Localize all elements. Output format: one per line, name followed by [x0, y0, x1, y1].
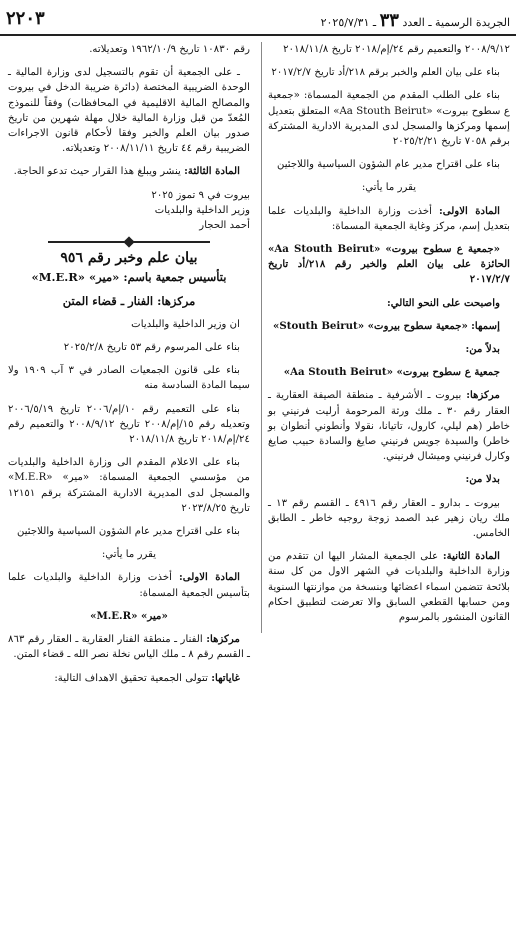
headquarters	[268, 388, 510, 464]
paragraph: بناء على اقتراح مدير عام الشؤون السياسية واللاجئين	[276, 159, 500, 171]
decision-heading: يقرر ما يأتي:	[101, 549, 157, 561]
notice-title: بيان علم وخبر رقم ٩٥٦	[60, 250, 198, 267]
gazette-masthead	[321, 10, 510, 31]
instead-heading-2: بدلا من:	[465, 473, 500, 486]
left-column	[8, 42, 250, 694]
paragraph: رقم ١٠٨٣٠ تاريخ ١٩٦٢/١٠/٩ وتعديلاته.	[89, 44, 250, 55]
previous-hq: بيروت ـ بدارو ـ العقار رقم ٤٩١٦ ـ القسم رقم ١٣ ـ ملك ريان زهير عبد الصمد زوجة روجيه خاطر ـ الطابق الخامس.	[268, 497, 510, 540]
association-name: «مير» «M.E.R»	[90, 609, 168, 622]
became-heading: واصبحت على النحو التالي:	[387, 296, 500, 309]
article-text: على الجمعية المشار اليها ان تتقدم من وزارة الداخلية والبلديات في الشهر الاول من كل سنة بلائحة تتضمن اسماء اعضائها وبنسخة من موازنتها السنوية ومن حسابها القطعي السابق والا تعرضت لتطبيق احكام القانون المنشور بالمرسوم	[268, 551, 510, 624]
place-date: بيروت في ٩ تموز ٢٠٢٥	[151, 189, 250, 201]
page-header	[0, 0, 516, 36]
decision-heading: يقرر ما يأتي:	[361, 182, 417, 194]
paragraph: بناء على التعميم رقم ١٠/إم/٢٠٠٦ تاريخ ٢٠٠٦/٥/١٩ وتعديله رقم ١٥/إم/٢٠٠٨ تاريخ ٢٠٠٨/٩/١٢ والتعميم رقم ٢٤/إم/٢٠١٨ تاريخ ٢٠١٨/١١/٨	[8, 403, 251, 446]
name-value: «جمعية سطوح بيروت» «Stouth Beirut»	[273, 319, 468, 332]
goals-text: تتولى الجمعية تحقيق الاهداف التالية:	[54, 672, 208, 684]
goals-label: غاياتها:	[211, 671, 240, 684]
article-2	[268, 549, 510, 625]
issue-date: ـ ٢٠٢٥/٧/٣١	[320, 16, 377, 29]
paragraph: بناء على اقتراح مدير عام الشؤون السياسية واللاجئين	[16, 526, 240, 538]
hq-text: بيروت ـ الأشرفية ـ منطقة الصيفة العقارية ـ العقار رقم ٣٠ ـ ملك ورثة المرحومة أرليت فرنيني بو خاطر (هم ليلي، كارول، تاتيانا، نقولا وأنطوني أنطوان بو خاطر) والسيدة جويس فرنيني صايغ والسادة حبيب صايغ وكارل فرنيني وميشال فرنيني.	[268, 390, 511, 463]
issue-number: ٣٣	[379, 10, 399, 31]
paragraph: بناء على بيان العلم والخبر برقم ٢١٨/أد تاريخ ٢٠١٧/٢/٧	[271, 67, 500, 79]
notice-location: مركزها: الفنار ـ قضاء المتن	[62, 293, 196, 308]
article-label: المادة الثالثة:	[184, 165, 240, 178]
goals	[8, 671, 250, 686]
instead-heading: بدلاً من:	[465, 343, 500, 356]
hq-label: مركزها:	[206, 633, 240, 646]
article-label: المادة الاولى:	[438, 204, 500, 217]
notice-subtitle: بتأسيس جمعية باسم: «مير» «M.E.R»	[31, 270, 227, 285]
signer-name: أحمد الحجار	[199, 220, 250, 232]
article-1	[268, 204, 510, 234]
paragraph: ـ على الجمعية أن تقوم بالتسجيل لدى وزارة المالية ـ الوحدة الضريبية المختصة (دائرة ضريبة الدخل في بيروت والمصالح المالية الاقليمية في المحافظات) وفقاً للنموذج المُعدّ من قبل وزارة المالية خلال مهلة شهرين من تاريخ صدور بيان العلم والخبر وفقا لأحكام قانون الاجراءات الضريبية رقم ٤٤ تاريخ ٢٠٠٨/١١/١١ وتعديلاته.	[8, 67, 250, 155]
article-3	[8, 164, 250, 179]
name-label: إسمها:	[471, 319, 500, 332]
paragraph: بناء على المرسوم رقم ٥٣ تاريخ ٢٠٢٥/٢/٨	[63, 342, 240, 354]
previous-name: جمعية ع سطوح بيروت» «Aa Stouth Beirut»	[283, 366, 500, 379]
hq-label: مركزها:	[466, 389, 500, 402]
paragraph: بناء على قانون الجمعيات الصادر في ٣ آب ١٩٠٩ ولا سيما المادة السادسة منه	[8, 365, 250, 392]
article-text: أخذت وزارة الداخلية والبلديات علما بتعديل إسم، مركز وغاية الجمعية المسماة:	[268, 205, 510, 232]
article-text: ينشر ويبلغ هذا القرار حيث تدعو الحاجة.	[13, 166, 181, 178]
article-1	[8, 570, 250, 600]
right-column	[261, 42, 510, 633]
section-divider	[48, 241, 210, 243]
paragraph: ٢٠٠٨/٩/١٢ والتعميم رقم ٢٤/إم/٢٠١٨ تاريخ ٢٠١٨/١١/٨	[283, 44, 510, 55]
paragraph: بناء على الطلب المقدم من الجمعية المسماة: «جمعية ع سطوح بيروت» «Aa Stouth Beirut» المتعلق بتعديل إسمها ومركزها والمسجل لدى المديرية الادارية المشتركة برقم ٧٠٥٨ تاريخ ٢٠٢٥/٢/٢١	[268, 90, 510, 148]
article-label: المادة الثانية:	[442, 550, 500, 563]
page-number: ٢٢٠٣	[6, 8, 45, 29]
hq-text: الفنار ـ منطقة الفنار العقارية ـ العقار رقم ٨٦٣ ـ القسم رقم ٨ ـ ملك الياس نخلة نصر الله ـ قضاء المتن.	[8, 634, 250, 661]
new-name	[268, 319, 510, 334]
article-label: المادة الاولى:	[178, 571, 240, 584]
association-old-name: «جمعية ع سطوح بيروت» «Aa Stouth Beirut» الحائزة على بيان العلم والخبر رقم ٢١٨/أد تاريخ ٢٠١٧/٢/٧	[268, 243, 511, 286]
minister-title: وزير الداخلية والبلديات	[154, 204, 250, 216]
gazette-title: الجريدة الرسمية ـ العدد	[402, 16, 510, 29]
paragraph: ان وزير الداخلية والبلديات	[131, 318, 240, 330]
paragraph: بناء على الاعلام المقدم الى وزارة الداخلية والبلديات من مؤسسي الجمعية المسماة: «مير» «M.E.R» والمسجل لدى المديرية الادارية المشتركة برقم ١٢١٥١ تاريخ ٢٠٢٣/٨/٢٥	[8, 457, 250, 514]
headquarters	[8, 632, 250, 662]
article-text: أخذت وزارة الداخلية والبلديات علما بتأسيس الجمعية المسماة:	[8, 572, 250, 599]
